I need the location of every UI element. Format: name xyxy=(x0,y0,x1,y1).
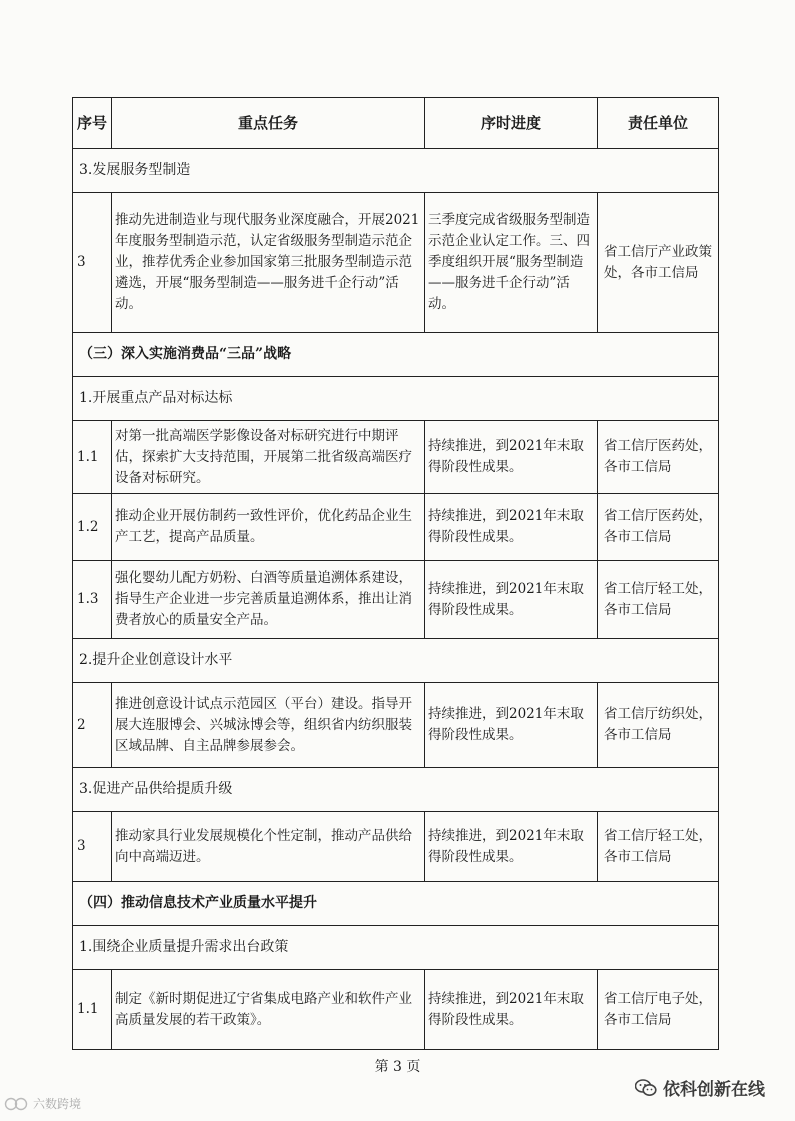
row-number: 1.3 xyxy=(73,561,112,639)
row-unit: 省工信厅产业政策处，各市工信局 xyxy=(598,193,719,333)
section-row xyxy=(73,149,719,193)
watermark-left xyxy=(4,1095,81,1112)
table-row xyxy=(73,970,719,1050)
section-row xyxy=(73,768,719,812)
section-row xyxy=(73,333,719,377)
watermark-logo-icon xyxy=(4,1096,30,1112)
row-task: 强化婴幼儿配方奶粉、白酒等质量追溯体系建设，指导生产企业进一步完善质量追溯体系，推出让消费者放心的质量安全产品。 xyxy=(112,561,425,639)
section-title: 2.提升企业创意设计水平 xyxy=(73,639,719,683)
row-task: 推动先进制造业与现代服务业深度融合，开展2021年度服务型制造示范，认定省级服务型制造示范企业，推荐优秀企业参加国家第三批服务型制造示范遴选，开展“服务型制造——服务进千企行动”活动。 xyxy=(112,193,425,333)
table-row xyxy=(73,494,719,561)
table-row xyxy=(73,683,719,768)
row-number: 2 xyxy=(73,683,112,768)
row-unit: 省工信厅电子处，各市工信局 xyxy=(598,970,719,1050)
table-row xyxy=(73,561,719,639)
row-number: 3 xyxy=(73,812,112,882)
row-task: 推进创意设计试点示范园区（平台）建设。指导开展大连服博会、兴城泳博会等，组织省内纺织服装区域品牌、自主品牌参展参会。 xyxy=(112,683,425,768)
row-unit: 省工信厅轻工处，各市工信局 xyxy=(598,812,719,882)
table-row xyxy=(73,812,719,882)
header-seq: 序号 xyxy=(73,98,112,149)
section-title: 3.发展服务型制造 xyxy=(73,149,719,193)
row-progress: 持续推进，到2021年末取得阶段性成果。 xyxy=(425,683,598,768)
watermark-right-text: 依科创新在线 xyxy=(663,1080,765,1100)
section-title: 3.促进产品供给提质升级 xyxy=(73,768,719,812)
table-row xyxy=(73,193,719,333)
task-table xyxy=(72,97,719,1050)
header-progress: 序时进度 xyxy=(425,98,598,149)
table-row xyxy=(73,421,719,494)
section-row xyxy=(73,377,719,421)
row-unit: 省工信厅医药处，各市工信局 xyxy=(598,421,719,494)
header-unit: 责任单位 xyxy=(598,98,719,149)
table-header-row xyxy=(73,98,719,149)
row-progress: 持续推进，到2021年末取得阶段性成果。 xyxy=(425,494,598,561)
row-progress: 持续推进，到2021年末取得阶段性成果。 xyxy=(425,561,598,639)
row-task: 对第一批高端医学影像设备对标研究进行中期评估，探索扩大支持范围，开展第二批省级高端医疗设备对标研究。 xyxy=(112,421,425,494)
row-task: 推动家具行业发展规模化个性定制，推动产品供给向中高端迈进。 xyxy=(112,812,425,882)
row-number: 1.2 xyxy=(73,494,112,561)
row-unit: 省工信厅轻工处，各市工信局 xyxy=(598,561,719,639)
section-title: （四）推动信息技术产业质量水平提升 xyxy=(73,882,719,926)
watermark-right xyxy=(635,1075,765,1100)
row-unit: 省工信厅纺织处，各市工信局 xyxy=(598,683,719,768)
section-row xyxy=(73,639,719,683)
row-number: 1.1 xyxy=(73,970,112,1050)
row-progress: 持续推进，到2021年末取得阶段性成果。 xyxy=(425,421,598,494)
section-row xyxy=(73,926,719,970)
watermark-left-text: 六数跨境 xyxy=(33,1097,82,1111)
page-number: 第 3 页 xyxy=(374,1059,421,1075)
row-task: 推动企业开展仿制药一致性评价，优化药品企业生产工艺，提高产品质量。 xyxy=(112,494,425,561)
section-title: （三）深入实施消费品“三品”战略 xyxy=(73,333,719,377)
row-task: 制定《新时期促进辽宁省集成电路产业和软件产业高质量发展的若干政策》。 xyxy=(112,970,425,1050)
section-row xyxy=(73,882,719,926)
row-number: 1.1 xyxy=(73,421,112,494)
section-title: 1.开展重点产品对标达标 xyxy=(73,377,719,421)
header-task: 重点任务 xyxy=(112,98,425,149)
row-progress: 三季度完成省级服务型制造示范企业认定工作。三、四季度组织开展“服务型制造——服务进千企行动”活动。 xyxy=(425,193,598,333)
row-unit: 省工信厅医药处，各市工信局 xyxy=(598,494,719,561)
row-progress: 持续推进，到2021年末取得阶段性成果。 xyxy=(425,970,598,1050)
row-progress: 持续推进，到2021年末取得阶段性成果。 xyxy=(425,812,598,882)
section-title: 1.围绕企业质量提升需求出台政策 xyxy=(73,926,719,970)
row-number: 3 xyxy=(73,193,112,333)
wechat-icon xyxy=(635,1079,657,1097)
